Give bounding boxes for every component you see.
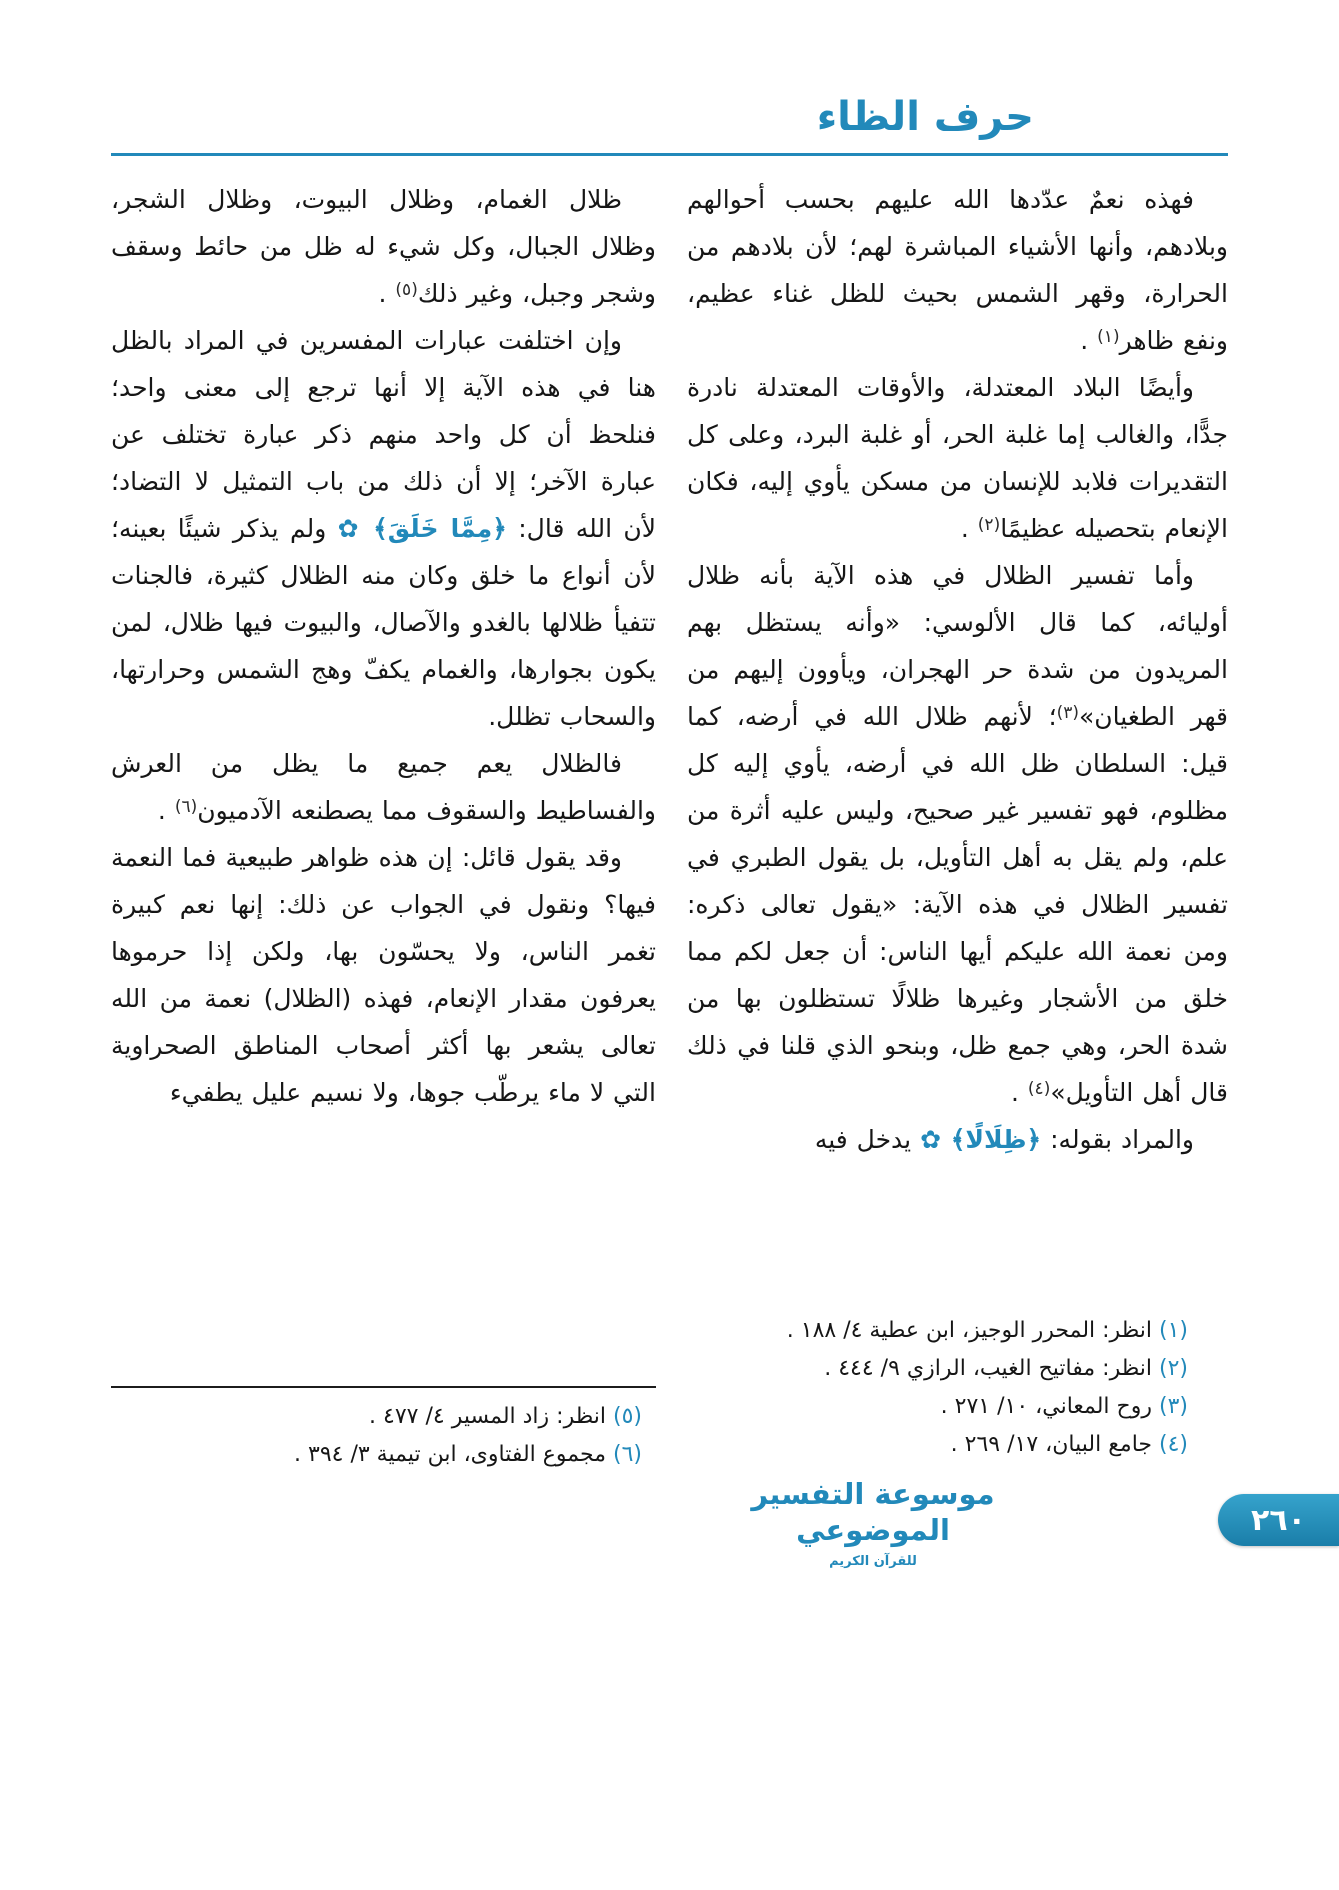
footnote [687,1388,1188,1426]
text-run: وأما تفسير الظلال في هذه الآية بأنه ظلال أوليائه، كما قال الألوسي: «وأنه يستظل بهم المريدون من شدة حر الهجران، ويأوون إليهم من قهر الطغيان» [687,561,1228,731]
text-run: وأيضًا البلاد المعتدلة، والأوقات المعتدلة نادرة جدًّا، والغالب إما غلبة الحر، أو غلبة البرد، وعلى كل التقديرات فلابد للإنسان من مسكن يأوي إليه، فكان الإنعام بتحصيله عظيمًا [687,373,1228,543]
footnote-number: (٦) [612,1442,642,1467]
footnote-ref: (١) [1097,327,1120,347]
footnote-ref: (٣) [1056,703,1080,723]
logo-title: موسوعة التفسير الموضوعي [751,1477,995,1548]
paragraph [687,176,1228,364]
footnote-text: مجموع الفتاوى، ابن تيمية ٣/ ٣٩٤ . [294,1442,613,1467]
logo-subtitle: للقرآن الكريم [829,1553,917,1569]
footnote-divider-left [111,1386,656,1388]
text-run: وإن اختلفت عبارات المفسرين في المراد بالظل هنا في هذه الآية إلا أنها ترجع إلى معنى واحد؛ فنلحظ أن كل واحد منهم ذكر عبارة تختلف عن عبارة الآخر؛ إلا أن ذلك من باب التمثيل لا التضاد؛ لأن الله قال: [111,326,656,543]
footnote-text: انظر: مفاتيح الغيب، الرازي ٩/ ٤٤٤ . [824,1356,1159,1381]
footnote [687,1426,1188,1464]
footnote-number: (٢) [1158,1356,1188,1381]
paragraph [111,317,656,740]
column-left [111,176,656,1384]
paragraph [687,1116,1228,1163]
footnote-ref: (٤) [1027,1079,1051,1099]
footnote-ref: (٥) [395,280,418,300]
text-run: فهذه نعمٌ عدّدها الله عليهم بحسب أحوالهم وبلادهم، وأنها الأشياء المباشرة لهم؛ لأن بلادهم من الحرارة، وقهر الشمس بحيث للظل غناء عظيم، ونفع ظاهر [687,185,1228,355]
footnote-ref: (٦) [174,797,198,817]
column-right [687,176,1228,1306]
paragraph [111,740,656,834]
footnote-text: روح المعاني، ١٠/ ٢٧١ . [940,1394,1159,1419]
footnote-text: انظر: زاد المسير ٤/ ٤٧٧ . [369,1404,613,1429]
footnote-number: (١) [1158,1318,1188,1343]
footnote-number: (٤) [1158,1432,1188,1457]
text-run: . [1011,1078,1028,1107]
paragraph [111,834,656,1116]
text-run: ولم يذكر شيئًا بعينه؛ لأن أنواع ما خلق وكان منه الظلال كثيرة، فالجنات تتفيأ ظلالها بالغدو والآصال، والبيوت فيها ظلال، لمن يكون بجوارها، والغمام يكفّ وهج الشمس وحرارتها، والسحاب تظلل. [111,514,656,731]
header-divider [111,153,1228,156]
publisher-logo [742,1476,1004,1569]
footnote-number: (٣) [1158,1394,1188,1419]
footnote-number: (٥) [612,1404,642,1429]
text-run: وقد يقول قائل: إن هذه ظواهر طبيعية فما النعمة فيها؟ ونقول في الجواب عن ذلك: إنها نعم كبيرة تغمر الناس، ولا يحسّون بها، ولكن إذا حرموها يعرفون مقدار الإنعام، فهذه (الظلال) نعمة من الله تعالى يشعر بها أكثر أصحاب المناطق الصحراوية التي لا ماء يرطّب جوها، ولا نسيم عليل يطفيء [111,843,656,1107]
text-run: . [157,796,175,825]
paragraph [687,552,1228,1116]
text-run: فالظلال يعم جميع ما يظل من العرش والفساطيط والسقوف مما يصطنعه الآدميون [111,749,656,825]
text-run: ؛ لأنهم ظلال الله في أرضه، كما قيل: السلطان ظل الله في أرضه، يأوي إليه كل مظلوم، فهو تفسير غير صحيح، وليس عليه أثرة من علم، ولم يقل به أهل التأويل، بل يقول الطبري في تفسير الظلال في هذه الآية: «يقول تعالى ذكره: ومن نعمة الله عليكم أيها الناس: أن جعل لكم مما خلق من الأشجار وغيرها ظلالًا تستظلون بها من شدة الحر، وهي جمع ظل، وبنحو الذي قلنا في ذلك قال أهل التأويل» [687,702,1228,1107]
footnote-ref: (٢) [977,515,1001,535]
text-run: . [378,279,396,308]
paragraph [687,364,1228,552]
footnote-text: جامع البيان، ١٧/ ٢٦٩ . [950,1432,1159,1457]
footnote [687,1312,1188,1350]
footnote [111,1436,642,1474]
footnote-text: انظر: المحرر الوجيز، ابن عطية ٤/ ١٨٨ . [786,1318,1159,1343]
text-run: . [960,514,978,543]
text-run: يدخل فيه [814,1125,921,1154]
page-number: ٢٦٠ [1251,1502,1306,1538]
text-run: ظلال الغمام، وظلال البيوت، وظلال الشجر، وظلال الجبال، وكل شيء له ظل من حائط وسقف وشجر وجبل، وغير ذلك [111,185,656,308]
page-number-badge [1218,1494,1339,1546]
text-run: والمراد بقوله: [1041,1125,1194,1154]
text-run: . [1080,326,1098,355]
chapter-title: حرف الظاء [816,94,1034,140]
quran-quote: ﴿ظِلَالًا﴾ ✿ [920,1125,1042,1154]
footnote [111,1398,642,1436]
footnotes-left [111,1398,656,1474]
footnotes-right [687,1312,1228,1464]
quran-quote: ﴿مِمَّا خَلَقَ﴾ ✿ [335,514,507,543]
footnote [687,1350,1188,1388]
paragraph [111,176,656,317]
